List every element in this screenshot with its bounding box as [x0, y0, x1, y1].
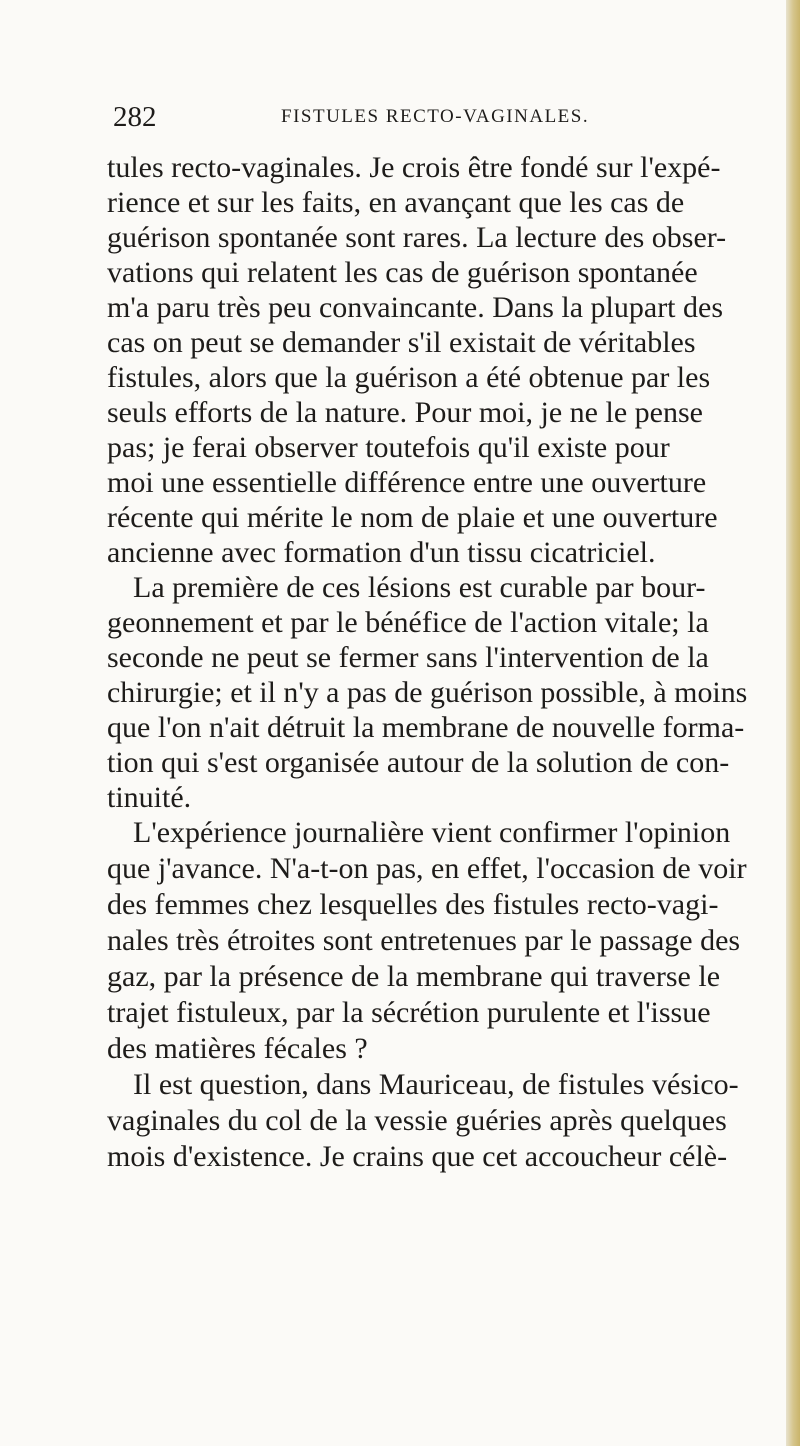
running-head: FISTULES RECTO-VAGINALES.	[281, 106, 590, 127]
text-line: que l'on n'ait détruit la membrane de nouvelle forma-	[107, 711, 745, 744]
page-edge	[786, 0, 800, 1446]
text-line: guérison spontanée sont rares. La lecture des obser-	[107, 221, 727, 254]
paragraph-start-line: L'expérience journalière vient confirmer l'opinion	[133, 816, 731, 849]
text-line: geonnement et par le bénéfice de l'action vitale; la	[107, 606, 709, 639]
text-line: moi une essentielle différence entre une ouverture	[107, 466, 707, 499]
text-line: tion qui s'est organisée autour de la solution de con-	[107, 746, 730, 779]
text-line: fistules, alors que la guérison a été obtenue par les	[107, 361, 711, 394]
paragraph-start-line: Il est question, dans Mauriceau, de fistules vésico-	[133, 1068, 739, 1101]
text-line: tules recto-vaginales. Je crois être fondé sur l'expé-	[107, 151, 721, 184]
text-line: vations qui relatent les cas de guérison spontanée	[107, 256, 698, 289]
text-line: chirurgie; et il n'y a pas de guérison possible, à moins	[107, 676, 748, 709]
text-line: ancienne avec formation d'un tissu cicatriciel.	[107, 536, 656, 569]
text-line: récente qui mérite le nom de plaie et une ouverture	[107, 501, 718, 534]
paragraph-start-line: La première de ces lésions est curable par bour-	[133, 571, 706, 604]
page-header	[113, 100, 713, 134]
text-line: gaz, par la présence de la membrane qui traverse le	[107, 960, 721, 993]
text-line: tinuité.	[107, 781, 192, 814]
text-line: mois d'existence. Je crains que cet accoucheur célè-	[107, 1140, 728, 1173]
text-line: des femmes chez lesquelles des fistules recto-vagi-	[107, 888, 719, 921]
text-line: nales très étroites sont entretenues par le passage des	[107, 924, 741, 957]
text-line: trajet fistuleux, par la sécrétion purulente et l'issue	[107, 996, 711, 1029]
text-line: pas; je ferai observer toutefois qu'il existe pour	[107, 431, 670, 464]
body-text	[107, 150, 747, 1175]
text-line: que j'avance. N'a-t-on pas, en effet, l'occasion de voir	[107, 852, 747, 885]
page-number: 282	[113, 101, 157, 133]
text-line: seuls efforts de la nature. Pour moi, je ne le pense	[107, 396, 703, 429]
text-line: m'a paru très peu convaincante. Dans la plupart des	[107, 291, 724, 324]
text-line: rience et sur les faits, en avançant que les cas de	[107, 186, 685, 219]
text-line: vaginales du col de la vessie guéries après quelques	[107, 1104, 727, 1137]
text-line: cas on peut se demander s'il existait de véritables	[107, 326, 696, 359]
text-line: des matières fécales ?	[107, 1032, 368, 1065]
text-line: seconde ne peut se fermer sans l'intervention de la	[107, 641, 709, 674]
